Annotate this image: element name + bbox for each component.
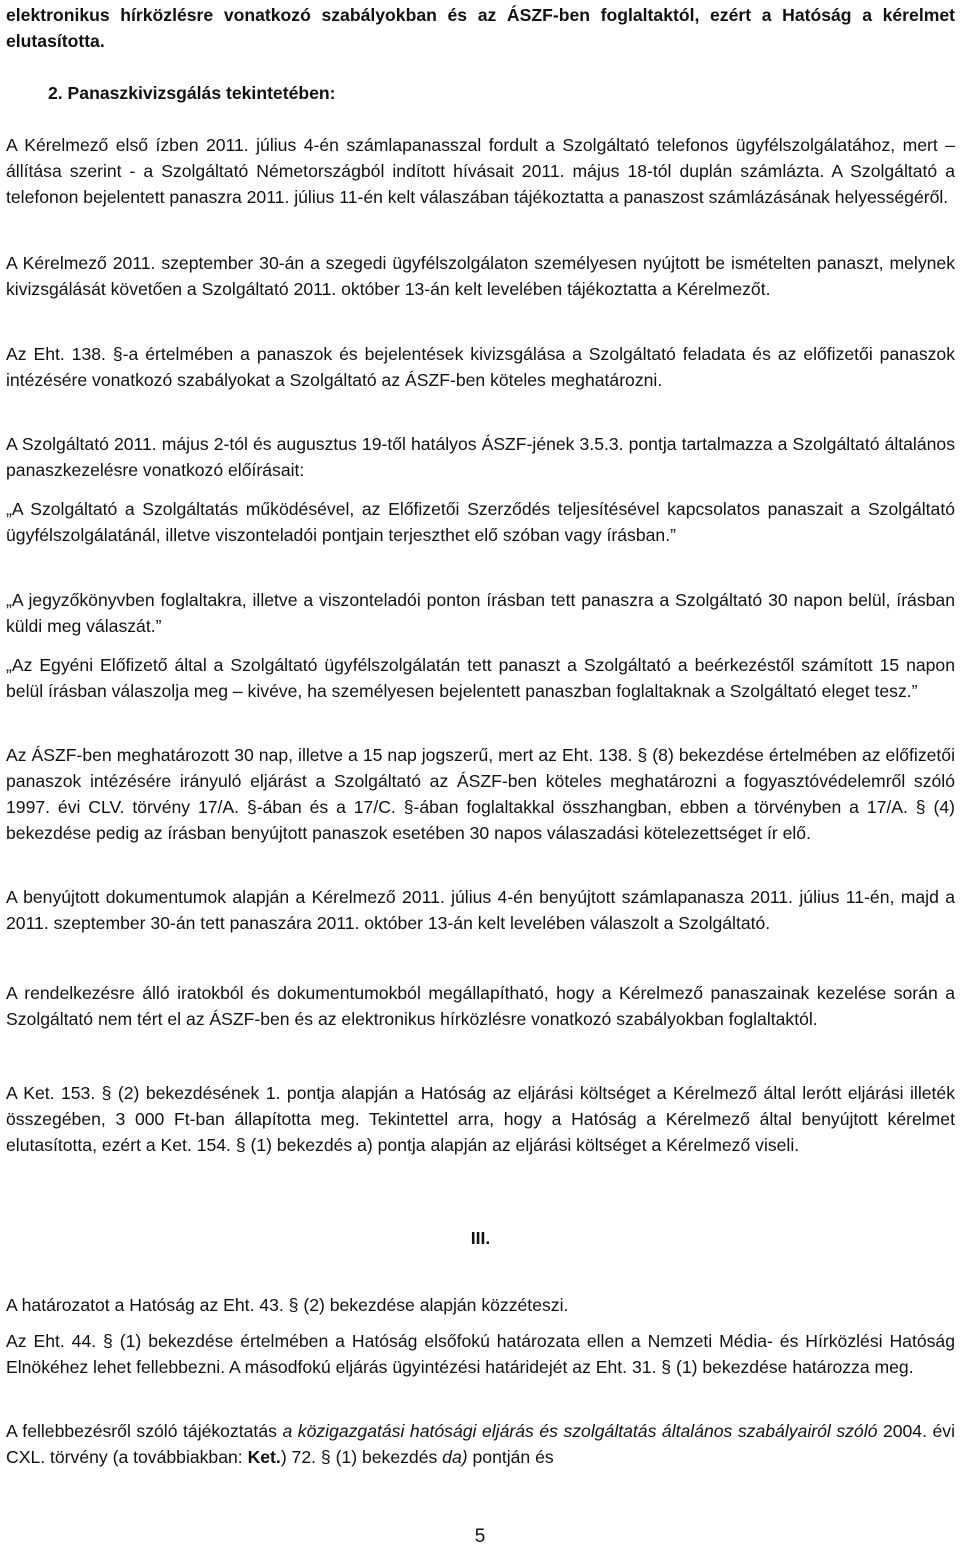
quote-paragraph-1: „A Szolgáltató a Szolgáltatás működésével, az Előfizetői Szerződés teljesítésével kapcsolatos panaszait a Szolgáltató ügyfélszolgálatánál, illetve viszonteladói pontjain terjeszthet elő szóban vagy írásban.” (6, 499, 955, 545)
last-paragraph (6, 1418, 955, 1470)
closing-paragraph-1: A határozatot a Hatóság az Eht. 43. § (2) bekezdése alapján közzéteszi. (6, 1295, 569, 1315)
last-paragraph-bold-ket: Ket. (247, 1447, 281, 1467)
paragraph-3: Az Eht. 138. §-a értelmében a panaszok és bejelentések kivizsgálása a Szolgáltató feladata és az előfizetői panaszok intézésére vonatkozó szabályokat a Szolgáltató az ÁSZF-ben köteles meghatározni. (6, 344, 955, 390)
closing-paragraph-2: Az Eht. 44. § (1) bekezdése értelmében a Hatóság elsőfokú határozata ellen a Nemzeti Média- és Hírközlési Hatóság Elnökéhez lehet fellebbezni. A másodfokú eljárás ügyintézési határidejét az Eht. 31. § (1) bekezdése határozza meg. (6, 1331, 955, 1377)
last-paragraph-text-1: A fellebbezésről szóló tájékoztatás (6, 1421, 283, 1441)
top-paragraph: elektronikus hírközlésre vonatkozó szabályokban és az ÁSZF-ben foglaltaktól, ezért a Hatóság a kérelmet elutasította. (6, 5, 955, 51)
quote-paragraph-2: „A jegyzőkönyvben foglaltakra, illetve a viszonteladói ponton írásban tett panaszra a Szolgáltató 30 napon belül, írásban küldi meg válaszát.” (6, 590, 955, 636)
paragraph-2: A Kérelmező 2011. szeptember 30-án a szegedi ügyfélszolgálaton személyesen nyújtott be ismételten panaszt, melynek kivizsgálását követően a Szolgáltató 2011. október 13-án kelt levelében tájékoztatta a Kérelmezőt. (6, 253, 955, 299)
paragraph-4: A Szolgáltató 2011. május 2-tól és augusztus 19-től hatályos ÁSZF-jének 3.5.3. pontja tartalmazza a Szolgáltató általános panaszkezelésre vonatkozó előírásait: (6, 434, 955, 480)
paragraph-5: Az ÁSZF-ben meghatározott 30 nap, illetve a 15 nap jogszerű, mert az Eht. 138. § (8) bekezdése értelmében az előfizetői panaszok intézésére irányuló eljárást a Szolgáltató az ÁSZF-ben köteles meghatározni a fogyasztóvédelemről szóló 1997. évi CLV. törvény 17/A. §-ában és a 17/C. §-ában foglaltakkal összhangban, ebben a törvényben a 17/A. § (4) bekezdése pedig az írásban benyújtott panaszok esetében 30 napos válaszadási kötelezettséget ír elő. (6, 745, 955, 843)
paragraph-8: A Ket. 153. § (2) bekezdésének 1. pontja alapján a Hatóság az eljárási költséget a Kérelmező által lerótt eljárási illeték összegében, 3 000 Ft-ban állapította meg. Tekintettel arra, hogy a Hatóság a Kérelmező által benyújtott kérelmet elutasította, ezért a Ket. 154. § (1) bekezdés a) pontja alapján az eljárási költséget a Kérelmező viseli. (6, 1083, 955, 1155)
quote-paragraph-3: „Az Egyéni Előfizető által a Szolgáltató ügyfélszolgálatán tett panaszt a Szolgáltató a beérkezéstől számított 15 napon belül írásban válaszolja meg – kivéve, ha személyesen bejelentett panaszban foglaltaknak a Szolgáltató eleget tesz.” (6, 655, 955, 701)
section-heading: 2. Panaszkivizsgálás tekintetében: (48, 83, 336, 103)
last-paragraph-italic-2: da) (442, 1447, 468, 1467)
page-number: 5 (474, 1526, 486, 1547)
paragraph-6: A benyújtott dokumentumok alapján a Kérelmező 2011. július 4-én benyújtott számlapanasza 2011. július 11-én, majd a 2011. szeptember 30-án tett panaszára 2011. október 13-án kelt levelében válaszolt a Szolgáltató. (6, 887, 955, 933)
paragraph-1: A Kérelmező első ízben 2011. július 4-én számlapanasszal fordult a Szolgáltató telefonos ügyfélszolgálatához, mert – állítása szerint - a Szolgáltató Németországból indított hívásait 2011. május 18-tól duplán számlázta. A Szolgáltató a telefonon bejelentett panaszra 2011. július 11-én kelt válaszában tájékoztatta a panaszost számlázásának helyességéről. (6, 135, 955, 207)
last-paragraph-text-2: 2004. évi CXL. törvény (a továbbiakban: (6, 1421, 956, 1467)
last-paragraph-text-3: ) 72. § (1) bekezdés (280, 1447, 443, 1467)
paragraph-7: A rendelkezésre álló iratokból és dokumentumokból megállapítható, hogy a Kérelmező panaszainak kezelése során a Szolgáltató nem tért el az ÁSZF-ben és az elektronikus hírközlésre vonatkozó szabályokban foglaltaktól. (6, 983, 955, 1029)
last-paragraph-italic-1: a közigazgatási hatósági eljárás és szolgáltatás általános szabályairól szóló (282, 1421, 878, 1441)
last-paragraph-text-4: pontján és (467, 1447, 554, 1467)
roman-heading: III. (470, 1228, 491, 1248)
